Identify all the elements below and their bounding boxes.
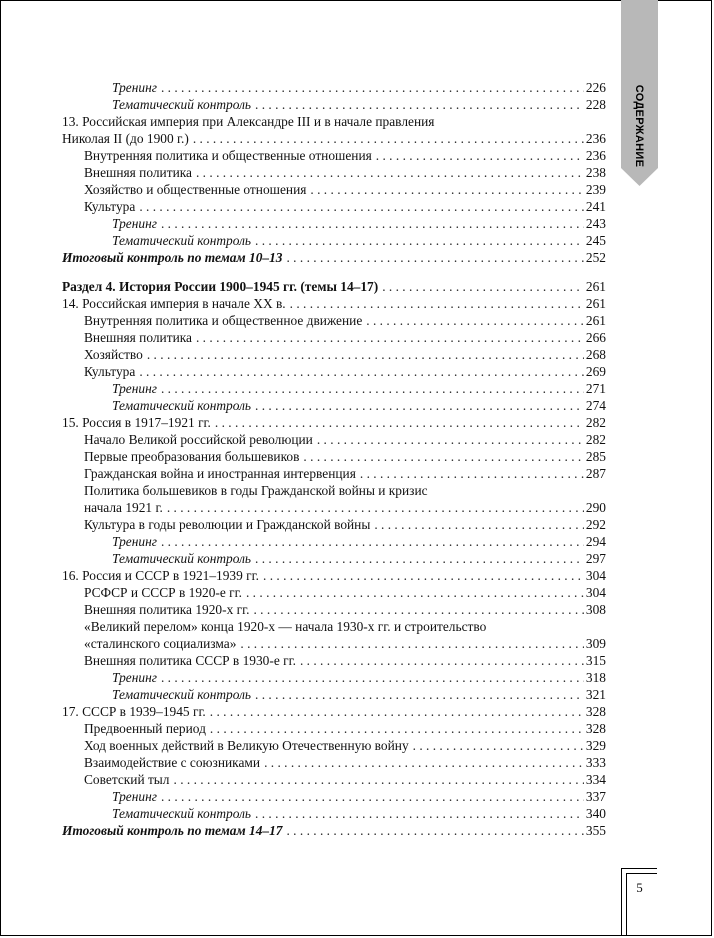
dot-leader — [376, 147, 584, 164]
toc-entry[interactable] — [62, 550, 606, 567]
toc-entry-page: 329 — [585, 738, 606, 753]
toc-entry-page: 334 — [585, 772, 606, 787]
toc-entry-title: Внешняя политика 1920-х гг. — [84, 602, 250, 617]
toc-entry-page: 287 — [585, 466, 606, 481]
toc-entry[interactable] — [62, 164, 606, 181]
toc-entry-title: Раздел 4. История России 1900–1945 гг. (темы 14–17) — [62, 279, 379, 294]
toc-entry-page: 228 — [585, 97, 606, 112]
dot-leader — [310, 181, 584, 198]
toc-entry-page: 241 — [585, 199, 606, 214]
toc-entry-page: 269 — [585, 364, 606, 379]
toc-entry-title: РСФСР и СССР в 1920-е гг. — [84, 585, 242, 600]
toc-entry-title: Тренинг — [112, 381, 157, 396]
toc-entry-title: 15. Россия в 1917–1921 гг. — [62, 415, 211, 430]
dot-leader — [255, 686, 584, 703]
toc-entry[interactable] — [62, 198, 606, 215]
toc-entry-title: Гражданская война и иностранная интервенция — [84, 466, 356, 481]
toc-entry-title: Тематический контроль — [112, 97, 252, 112]
toc-entry[interactable] — [62, 130, 606, 147]
dot-leader — [161, 533, 584, 550]
toc-entry[interactable] — [62, 686, 606, 703]
toc-entry-page: 252 — [585, 250, 606, 265]
dot-leader — [366, 312, 584, 329]
dot-leader — [374, 516, 584, 533]
dot-leader — [139, 198, 584, 215]
toc-entry-title: Тренинг — [112, 789, 157, 804]
toc-entry-page: 328 — [585, 721, 606, 736]
toc-entry-page: 243 — [585, 216, 606, 231]
dot-leader — [286, 249, 583, 266]
toc-entry-page: 304 — [585, 585, 606, 600]
toc-entry-title: 17. СССР в 1939–1945 гг. — [62, 704, 206, 719]
toc-entry[interactable] — [62, 414, 606, 431]
toc-entry-title: 13. Российская империя при Александре III и в начале правления — [62, 114, 435, 129]
dot-leader — [303, 448, 583, 465]
toc-entry-title: Тематический контроль — [112, 551, 252, 566]
toc-entry-title: Первые преобразования большевиков — [84, 449, 300, 464]
toc-entry[interactable] — [62, 312, 606, 329]
dot-leader — [196, 164, 584, 181]
toc-entry-title: «сталинского социализма» — [84, 636, 237, 651]
toc-entry-title: Внутренняя политика и общественное движение — [84, 313, 363, 328]
toc-entry[interactable] — [62, 181, 606, 198]
toc-entry[interactable] — [62, 346, 606, 363]
toc-entry-page: 337 — [585, 789, 606, 804]
toc-entry-page: 245 — [585, 233, 606, 248]
toc-entry-title: Культура — [84, 199, 136, 214]
toc-entry[interactable] — [62, 79, 606, 96]
toc-entry[interactable] — [62, 601, 606, 618]
dot-leader — [240, 635, 584, 652]
toc-entry[interactable] — [62, 584, 606, 601]
toc-entry-title: Тематический контроль — [112, 806, 252, 821]
section-tab-label: СОДЕРЖАНИЕ — [633, 84, 645, 168]
toc-entry[interactable] — [62, 805, 606, 822]
dot-leader — [255, 232, 584, 249]
toc-entry[interactable] — [62, 567, 606, 584]
toc-entry-page: 268 — [585, 347, 606, 362]
dot-leader — [147, 346, 584, 363]
toc-entry-title: Тренинг — [112, 534, 157, 549]
toc-entry-page: 238 — [585, 165, 606, 180]
dot-leader — [317, 431, 584, 448]
toc-entry-page: 318 — [585, 670, 606, 685]
toc-entry[interactable] — [62, 96, 606, 113]
toc-entry[interactable] — [62, 448, 606, 465]
dot-leader — [255, 550, 584, 567]
dot-leader — [161, 380, 584, 397]
dot-leader — [255, 805, 584, 822]
toc-entry-page: 261 — [585, 279, 606, 294]
toc-entry-title: Культура — [84, 364, 136, 379]
dot-leader — [246, 584, 584, 601]
toc-entry[interactable] — [62, 533, 606, 550]
dot-leader — [255, 397, 584, 414]
section-tab — [621, 0, 658, 186]
toc-entry-page: 236 — [585, 148, 606, 163]
toc-entry[interactable] — [62, 788, 606, 805]
toc-entry-title: Взаимодействие с союзниками — [84, 755, 261, 770]
dot-leader — [196, 329, 584, 346]
toc-entry-title: Итоговый контроль по темам 14–17 — [62, 823, 283, 838]
toc-entry[interactable] — [62, 771, 606, 788]
dot-leader — [193, 130, 584, 147]
dot-leader — [253, 601, 583, 618]
toc-entry[interactable] — [62, 618, 606, 635]
toc-entry-title: Политика большевиков в годы Гражданской войны и кризис — [84, 483, 428, 498]
toc-entry-page: 309 — [585, 636, 606, 651]
toc-entry[interactable] — [62, 822, 606, 839]
toc-entry-title: Итоговый контроль по темам 10–13 — [62, 250, 283, 265]
toc-entry-title: Тематический контроль — [112, 687, 252, 702]
toc-entry-title: Внешняя политика — [84, 330, 192, 345]
toc-entry-page: 282 — [585, 415, 606, 430]
toc-entry[interactable] — [62, 295, 606, 312]
toc-entry[interactable] — [62, 380, 606, 397]
toc-entry[interactable] — [62, 215, 606, 232]
toc-entry[interactable] — [62, 465, 606, 482]
toc-entry[interactable] — [62, 499, 606, 516]
toc-entry-title: Николая II (до 1900 г.) — [62, 131, 189, 146]
toc-entry-page: 285 — [585, 449, 606, 464]
toc-entry[interactable] — [62, 147, 606, 164]
toc-entry-page: 355 — [585, 823, 606, 838]
toc-entry-page: 282 — [585, 432, 606, 447]
toc-entry-title: Советский тыл — [84, 772, 170, 787]
section-gap — [62, 266, 606, 278]
dot-leader — [139, 363, 584, 380]
dot-leader — [360, 465, 584, 482]
toc-entry-page: 297 — [585, 551, 606, 566]
toc-entry-title: Тематический контроль — [112, 398, 252, 413]
toc-entry-page: 261 — [585, 313, 606, 328]
toc-entry-page: 290 — [585, 500, 606, 515]
toc-entry[interactable] — [62, 754, 606, 771]
toc-entry-title: Внешняя политика — [84, 165, 192, 180]
toc-entry-page: 292 — [585, 517, 606, 532]
toc-entry-page: 321 — [585, 687, 606, 702]
dot-leader — [286, 822, 583, 839]
dot-leader — [167, 499, 584, 516]
toc-entry[interactable] — [62, 482, 606, 499]
dot-leader — [174, 771, 584, 788]
toc-entry-title: Хозяйство и общественные отношения — [84, 182, 307, 197]
dot-leader — [264, 754, 584, 771]
toc-entry-title: Тематический контроль — [112, 233, 252, 248]
dot-leader — [255, 96, 584, 113]
toc-entry-page: 261 — [585, 296, 606, 311]
dot-leader — [382, 278, 584, 295]
toc-entry-title: Внешняя политика СССР в 1930-е гг. — [84, 653, 296, 668]
toc-entry-page: 239 — [585, 182, 606, 197]
toc-entry[interactable] — [62, 431, 606, 448]
toc-entry-page: 266 — [585, 330, 606, 345]
dot-leader — [161, 79, 584, 96]
toc-entry[interactable] — [62, 703, 606, 720]
toc-entry[interactable] — [62, 737, 606, 754]
dot-leader — [215, 414, 584, 431]
toc-entry[interactable] — [62, 652, 606, 669]
toc-entry-page: 271 — [585, 381, 606, 396]
dot-leader — [161, 215, 584, 232]
toc-entry-page: 304 — [585, 568, 606, 583]
dot-leader — [290, 295, 584, 312]
toc-entry[interactable] — [62, 329, 606, 346]
dot-leader — [161, 788, 584, 805]
toc-entry-page: 294 — [585, 534, 606, 549]
toc-entry-title: Тренинг — [112, 216, 157, 231]
toc-entry-title: начала 1921 г. — [84, 500, 163, 515]
page-number: 5 — [636, 880, 643, 895]
page-number-box — [621, 868, 657, 936]
toc-entry-page: 236 — [585, 131, 606, 146]
toc-entry-title: Хозяйство — [84, 347, 143, 362]
toc-entry-title: Начало Великой российской революции — [84, 432, 313, 447]
toc-entry-page: 226 — [585, 80, 606, 95]
dot-leader — [161, 669, 584, 686]
toc-entry-page: 340 — [585, 806, 606, 821]
toc-entry-title: 14. Российская империя в начале XX в. — [62, 296, 286, 311]
toc-entry-title: «Великий перелом» конца 1920-х — начала 1930-х гг. и строительство — [84, 619, 487, 634]
dot-leader — [300, 652, 584, 669]
toc-entry-title: Ход военных действий в Великую Отечественную войну — [84, 738, 409, 753]
toc-entry[interactable] — [62, 669, 606, 686]
toc-entry[interactable] — [62, 516, 606, 533]
dot-leader — [210, 703, 584, 720]
toc-entry-page: 274 — [585, 398, 606, 413]
toc-entry[interactable] — [62, 397, 606, 414]
toc-entry[interactable] — [62, 720, 606, 737]
toc-entry[interactable] — [62, 232, 606, 249]
toc-entry[interactable] — [62, 635, 606, 652]
toc-entry-title: Внутренняя политика и общественные отношения — [84, 148, 372, 163]
toc-entry-page: 315 — [585, 653, 606, 668]
toc-entry-title: 16. Россия и СССР в 1921–1939 гг. — [62, 568, 259, 583]
toc-entry[interactable] — [62, 278, 606, 295]
toc-entry[interactable] — [62, 249, 606, 266]
dot-leader — [263, 567, 584, 584]
toc-entry-title: Предвоенный период — [84, 721, 206, 736]
toc-entry[interactable] — [62, 113, 606, 130]
toc-entry-title: Тренинг — [112, 670, 157, 685]
toc-entry-title: Тренинг — [112, 80, 157, 95]
toc-entry-page: 328 — [585, 704, 606, 719]
dot-leader — [210, 720, 584, 737]
dot-leader — [413, 737, 584, 754]
table-of-contents — [62, 79, 606, 839]
toc-entry-page: 308 — [585, 602, 606, 617]
toc-entry-page: 333 — [585, 755, 606, 770]
toc-entry[interactable] — [62, 363, 606, 380]
toc-entry-title: Культура в годы революции и Гражданской войны — [84, 517, 371, 532]
